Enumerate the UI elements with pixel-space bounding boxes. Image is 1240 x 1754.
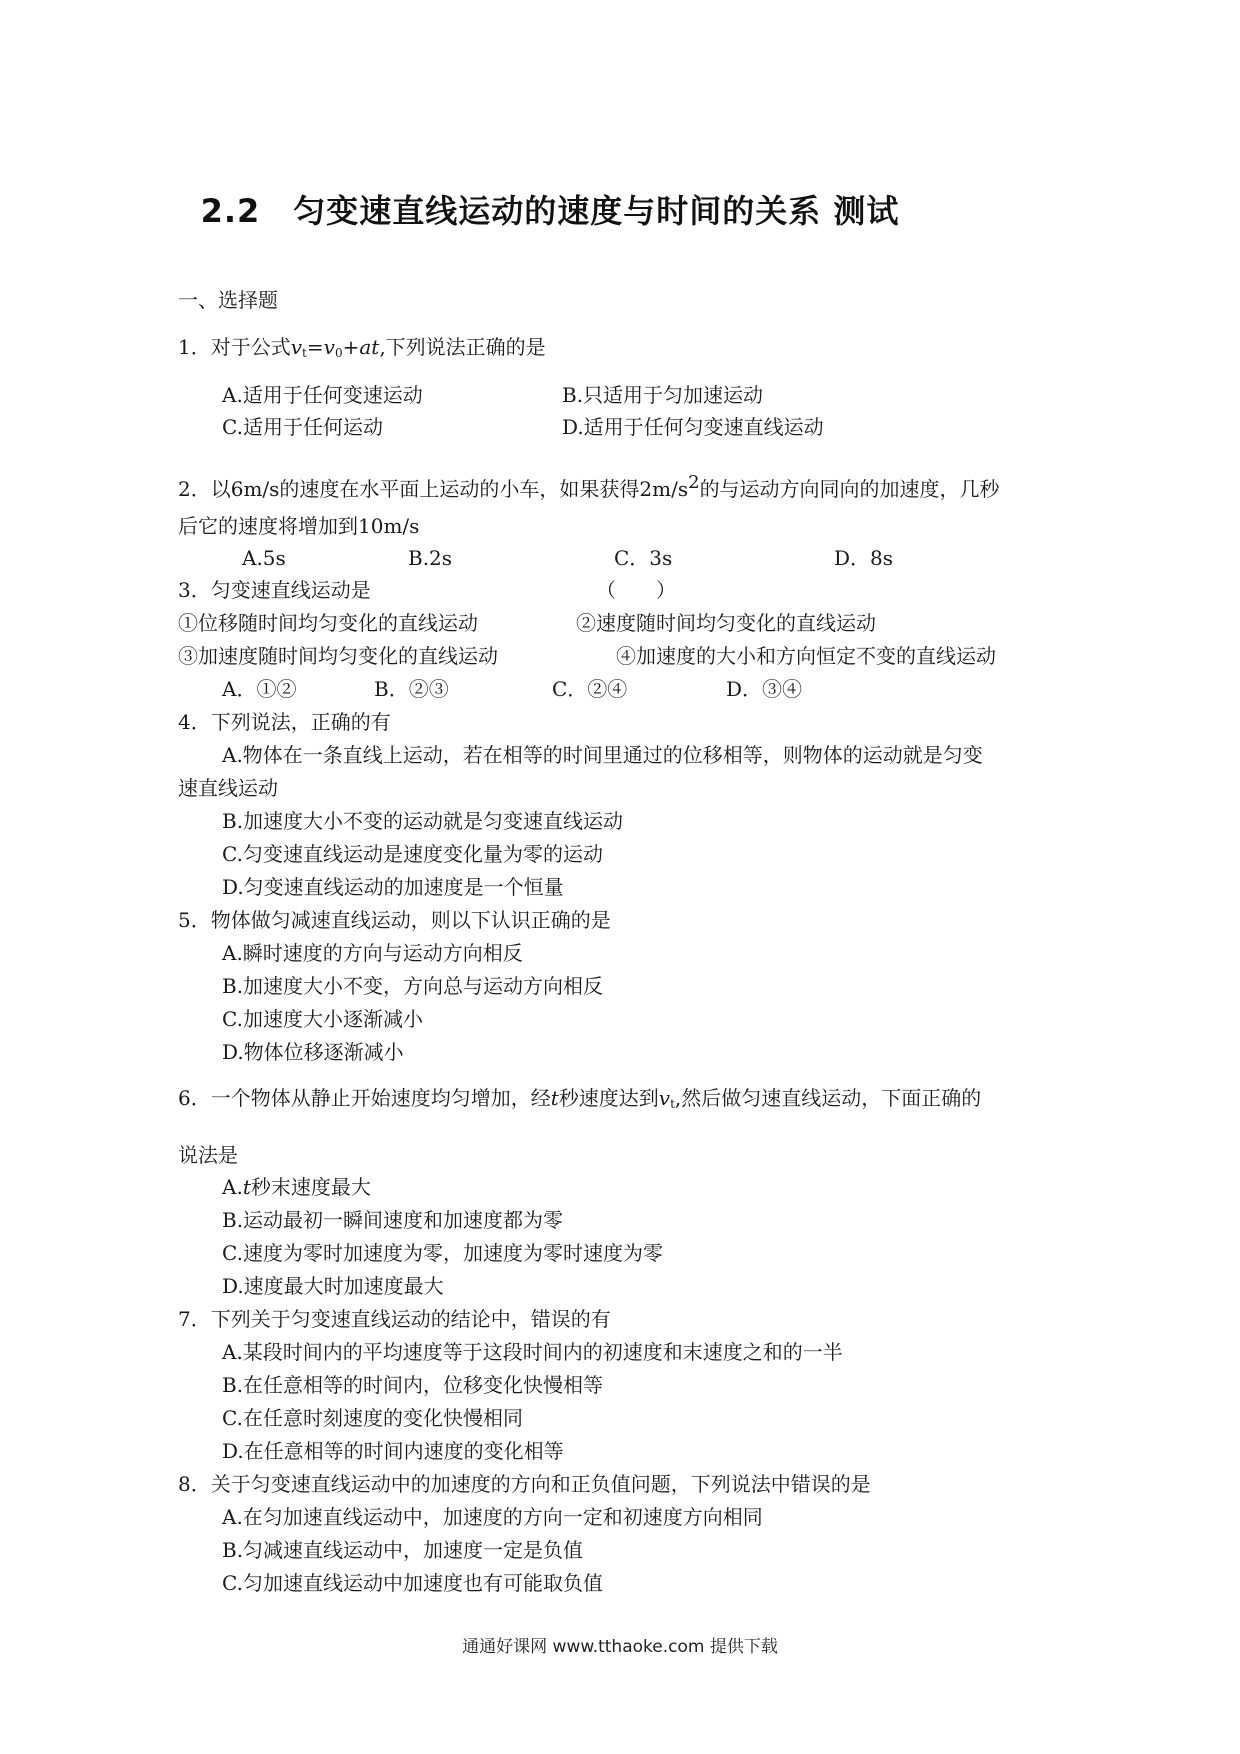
question-7-stem: 7．下列关于匀变速直线运动的结论中，错误的有 — [178, 1307, 611, 1331]
question-5-option-b: B.加速度大小不变，方向总与运动方向相反 — [222, 974, 604, 998]
page-title: 2.2 匀变速直线运动的速度与时间的关系 测试 — [200, 192, 900, 230]
question-2-option-d: D．8s — [834, 546, 894, 570]
question-1-option-b: B.只适用于匀加速运动 — [562, 383, 764, 407]
question-6-stem-line1: 6．一个物体从静止开始速度均匀增加，经t秒速度达到$v_t$,然后做匀速直线运动，下面正确的 — [178, 1086, 982, 1111]
question-4-option-c: C.匀变速直线运动是速度变化量为零的运动 — [222, 842, 603, 866]
question-5-stem: 5．物体做匀减速直线运动，则以下认识正确的是 — [178, 908, 611, 932]
question-8-option-b: B.匀减速直线运动中，加速度一定是负值 — [222, 1538, 584, 1562]
question-5-option-a: A.瞬时速度的方向与运动方向相反 — [222, 941, 523, 965]
page-footer: 通通好课网 www.tthaoke.com 提供下载 — [462, 1637, 778, 1657]
question-3-statement-2: ②速度随时间均匀变化的直线运动 — [576, 611, 876, 635]
question-7-option-c: C.在任意时刻速度的变化快慢相同 — [222, 1406, 523, 1430]
question-3-option-b: B．②③ — [374, 677, 449, 701]
question-3-statement-3: ③加速度随时间均匀变化的直线运动 — [178, 644, 498, 668]
question-6-option-c: C.速度为零时加速度为零，加速度为零时速度为零 — [222, 1241, 663, 1265]
question-3-statement-1: ①位移随时间均匀变化的直线运动 — [178, 611, 478, 635]
question-6-stem-line2: 说法是 — [178, 1143, 238, 1167]
question-4-option-a-line2: 速直线运动 — [178, 776, 278, 800]
question-3-option-c: C．②④ — [552, 677, 628, 701]
question-3-answer-paren: （ ） — [596, 578, 676, 602]
question-6-option-d: D.速度最大时加速度最大 — [222, 1274, 444, 1298]
question-8-option-c: C.匀加速直线运动中加速度也有可能取负值 — [222, 1571, 603, 1595]
question-2-option-c: C．3s — [614, 546, 673, 570]
question-6-option-a: A.t秒末速度最大 — [222, 1175, 371, 1199]
question-1-option-a: A.适用于任何变速运动 — [222, 383, 423, 407]
question-2-option-a: A.5s — [242, 546, 286, 570]
question-4-option-a-line1: A.物体在一条直线上运动，若在相等的时间里通过的位移相等，则物体的运动就是匀变 — [222, 743, 983, 767]
question-3-stem: 3．匀变速直线运动是 — [178, 578, 371, 602]
question-2-stem-line1: 2．以6m/s的速度在水平面上运动的小车，如果获得$2m/s^2$的与运动方向同向的加速度，几秒 — [178, 472, 1000, 501]
question-6-option-b: B.运动最初一瞬间速度和加速度都为零 — [222, 1208, 564, 1232]
question-1-stem: 1．对于公式$v_t=v_0+at$,下列说法正确的是 — [178, 335, 546, 360]
question-5-option-c: C.加速度大小逐渐减小 — [222, 1007, 423, 1031]
question-8-option-a: A.在匀加速直线运动中，加速度的方向一定和初速度方向相同 — [222, 1505, 763, 1529]
question-4-stem: 4．下列说法，正确的有 — [178, 710, 391, 734]
question-4-option-d: D.匀变速直线运动的加速度是一个恒量 — [222, 875, 564, 899]
question-7-option-d: D.在任意相等的时间内速度的变化相等 — [222, 1439, 564, 1463]
question-7-option-a: A.某段时间内的平均速度等于这段时间内的初速度和末速度之和的一半 — [222, 1340, 843, 1364]
question-4-option-b: B.加速度大小不变的运动就是匀变速直线运动 — [222, 809, 624, 833]
question-2-option-b: B.2s — [408, 546, 453, 570]
question-3-option-a: A．①② — [222, 677, 297, 701]
question-3-statement-4: ④加速度的大小和方向恒定不变的直线运动 — [616, 644, 996, 668]
question-8-stem: 8．关于匀变速直线运动中的加速度的方向和正负值问题，下列说法中错误的是 — [178, 1472, 871, 1496]
question-7-option-b: B.在任意相等的时间内，位移变化快慢相等 — [222, 1373, 604, 1397]
question-1-option-c: C.适用于任何运动 — [222, 415, 383, 439]
question-5-option-d: D.物体位移逐渐减小 — [222, 1040, 404, 1064]
question-3-option-d: D．③④ — [726, 677, 803, 701]
question-2-stem-line2: 后它的速度将增加到10m/s — [178, 514, 420, 538]
question-1-option-d: D.适用于任何匀变速直线运动 — [562, 415, 824, 439]
section-heading: 一、选择题 — [178, 288, 278, 312]
